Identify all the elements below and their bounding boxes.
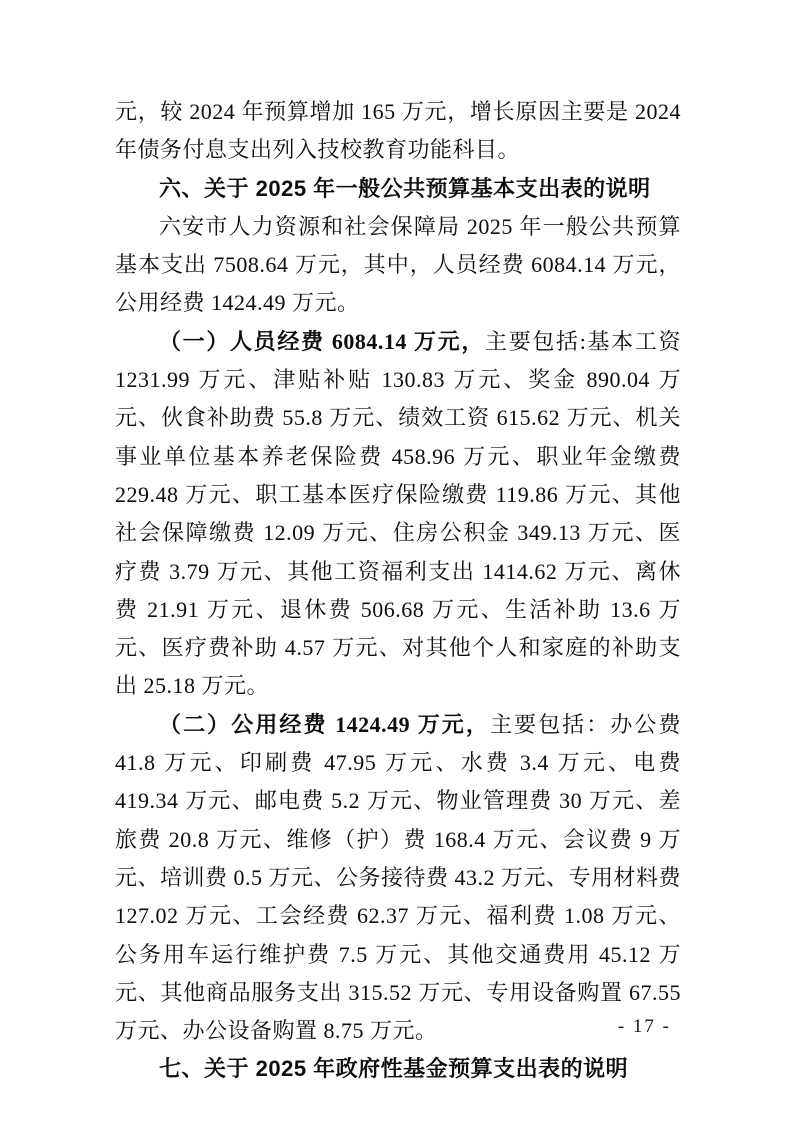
personnel-funds-lead: （一）人员经费 6084.14 万元， xyxy=(159,328,486,354)
personnel-funds-detail: 主要包括:基本工资 1231.99 万元、津贴补贴 130.83 万元、奖金 890.04 万元、伙食补助费 55.8 万元、绩效工资 615.62 万元、机关事业单位基本养老保险费 458.96 万元、职业年金缴费 229.48 万元、职工基本医疗保险缴费 119.86 万元、其他社会保障缴费 12.09 万元、住房公积金 349.13 万元、医疗费 3.79 万元、其他工资福利支出 1414.62 万元、离休费 21.91 万元、退休费 506.68 万元、生活补助 13.6 万元、医疗费补助 4.57 万元、对其他个人和家庭的补助支出 25.18 万元。 xyxy=(115,328,681,699)
document-body xyxy=(115,93,681,1089)
public-funds-lead: （二）公用经费 1424.49 万元， xyxy=(159,711,490,737)
paragraph-carryover: 元，较 2024 年预算增加 165 万元，增长原因主要是 2024 年债务付息支出列入技校教育功能科目。 xyxy=(115,99,681,163)
public-funds-detail: 主要包括：办公费 41.8 万元、印刷费 47.95 万元、水费 3.4 万元、电费 419.34 万元、邮电费 5.2 万元、物业管理费 30 万元、差旅费 20.8 万元、维修（护）费 168.4 万元、会议费 9 万元、培训费 0.5 万元、公务接待费 43.2 万元、专用材料费 127.02 万元、工会经费 62.37 万元、福利费 1.08 万元、公务用车运行维护费 7.5 万元、其他交通费用 45.12 万元、其他商品服务支出 315.52 万元、专用设备购置 67.55 万元、办公设备购置 8.75 万元。 xyxy=(115,711,682,1044)
paragraph-basic-expenditure: 六安市人力资源和社会保障局 2025 年一般公共预算基本支出 7508.64 万元，其中，人员经费 6084.14 万元，公用经费 1424.49 万元。 xyxy=(115,213,681,316)
section-heading-seven: 七、关于 2025 年政府性基金预算支出表的说明 xyxy=(159,1056,629,1082)
section-heading-six: 六、关于 2025 年一般公共预算基本支出表的说明 xyxy=(159,175,651,201)
page-number: - 17 - xyxy=(617,1016,671,1037)
paragraph-public-funds xyxy=(115,706,681,1051)
paragraph-personnel-funds xyxy=(115,323,681,706)
